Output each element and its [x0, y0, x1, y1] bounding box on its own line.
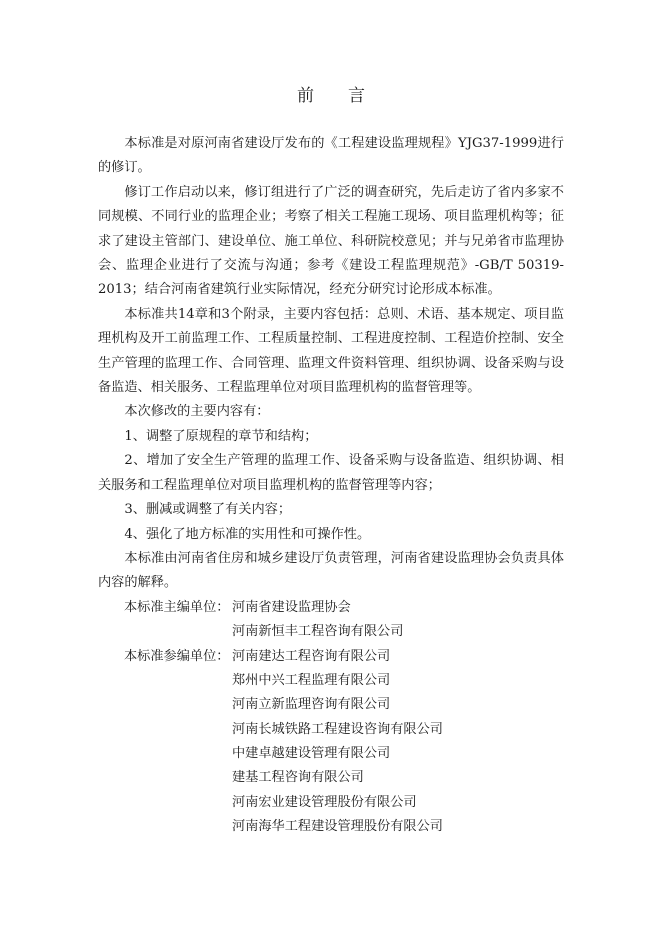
paragraph-change-2: 2、增加了安全生产管理的监理工作、设备采购与设备监造、组织协调、相关服务和工程监理单位对项目监理机构的监督管理等内容； [98, 453, 564, 493]
participant-unit-row [98, 791, 564, 815]
participant-unit-name: 河南立新监理咨询有限公司 [232, 697, 391, 713]
paragraph-management: 本标准由河南省住房和城乡建设厅负责管理，河南省建设监理协会负责具体内容的解释。 [98, 550, 564, 591]
chief-unit-row [98, 596, 564, 620]
paragraph-intro: 本标准是对原河南省建设厅发布的《工程建设监理规程》YJG37-1999进行的修订。 [98, 136, 564, 176]
title-left-char: 前 [297, 86, 314, 106]
participant-unit-name: 建基工程咨询有限公司 [232, 770, 364, 786]
participant-unit-row [98, 693, 564, 717]
chief-unit-name: 河南新恒丰工程咨询有限公司 [232, 624, 404, 640]
paragraph-change-3: 3、删减或调整了有关内容； [124, 502, 292, 518]
participant-unit-name: 河南长城铁路工程建设咨询有限公司 [232, 721, 443, 737]
participant-unit-name: 河南海华工程建设管理股份有限公司 [232, 819, 443, 835]
document-body [98, 132, 564, 840]
participant-unit-row [98, 742, 564, 766]
participant-unit-row [98, 645, 564, 669]
paragraph-change-1: 1、调整了原规程的章节和结构； [124, 428, 318, 444]
participant-unit-row [98, 718, 564, 742]
participant-unit-name: 中建卓越建设管理有限公司 [232, 746, 391, 762]
chief-unit-name: 河南省建设监理协会 [232, 599, 351, 615]
paragraph-changes-heading: 本次修改的主要内容有： [124, 404, 270, 420]
organizations-list [98, 596, 564, 840]
participant-unit-name: 郑州中兴工程监理有限公司 [232, 672, 391, 688]
chief-unit-label: 本标准主编单位： [124, 599, 230, 615]
participant-unit-row [98, 766, 564, 790]
paragraph-change-4: 4、强化了地方标准的实用性和可操作性。 [124, 526, 371, 542]
paragraph-revision-process: 修订工作启动以来，修订组进行了广泛的调查研究，先后走访了省内多家不同规模、不同行业的监理企业；考察了相关工程施工现场、项目监理机构等；征求了建设主管部门、建设单位、施工单位、科研院校意见；并与兄弟省市监理协会、监理企业进行了交流与沟通；参考《建设工程监理规范》-GB/T 50319-2013；结合河南省建筑行业实际情况，经充分研究讨论形成本标准。 [98, 184, 564, 298]
participant-unit-row [98, 815, 564, 839]
participant-unit-label: 本标准参编单位： [124, 648, 230, 664]
participant-unit-name: 河南建达工程咨询有限公司 [232, 648, 391, 664]
page-title [0, 84, 662, 108]
participant-unit-row [98, 669, 564, 693]
title-right-char: 言 [348, 86, 365, 106]
chief-unit-row [98, 620, 564, 644]
paragraph-contents: 本标准共14章和3个附录，主要内容包括：总则、术语、基本规定、项目监理机构及开工前监理工作、工程质量控制、工程进度控制、工程造价控制、安全生产管理的监理工作、合同管理、监理文件资料管理、组织协调、设备采购与设备监造、相关服务、工程监理单位对项目监理机构的监督管理等。 [98, 306, 564, 396]
participant-unit-name: 河南宏业建设管理股份有限公司 [232, 794, 417, 810]
